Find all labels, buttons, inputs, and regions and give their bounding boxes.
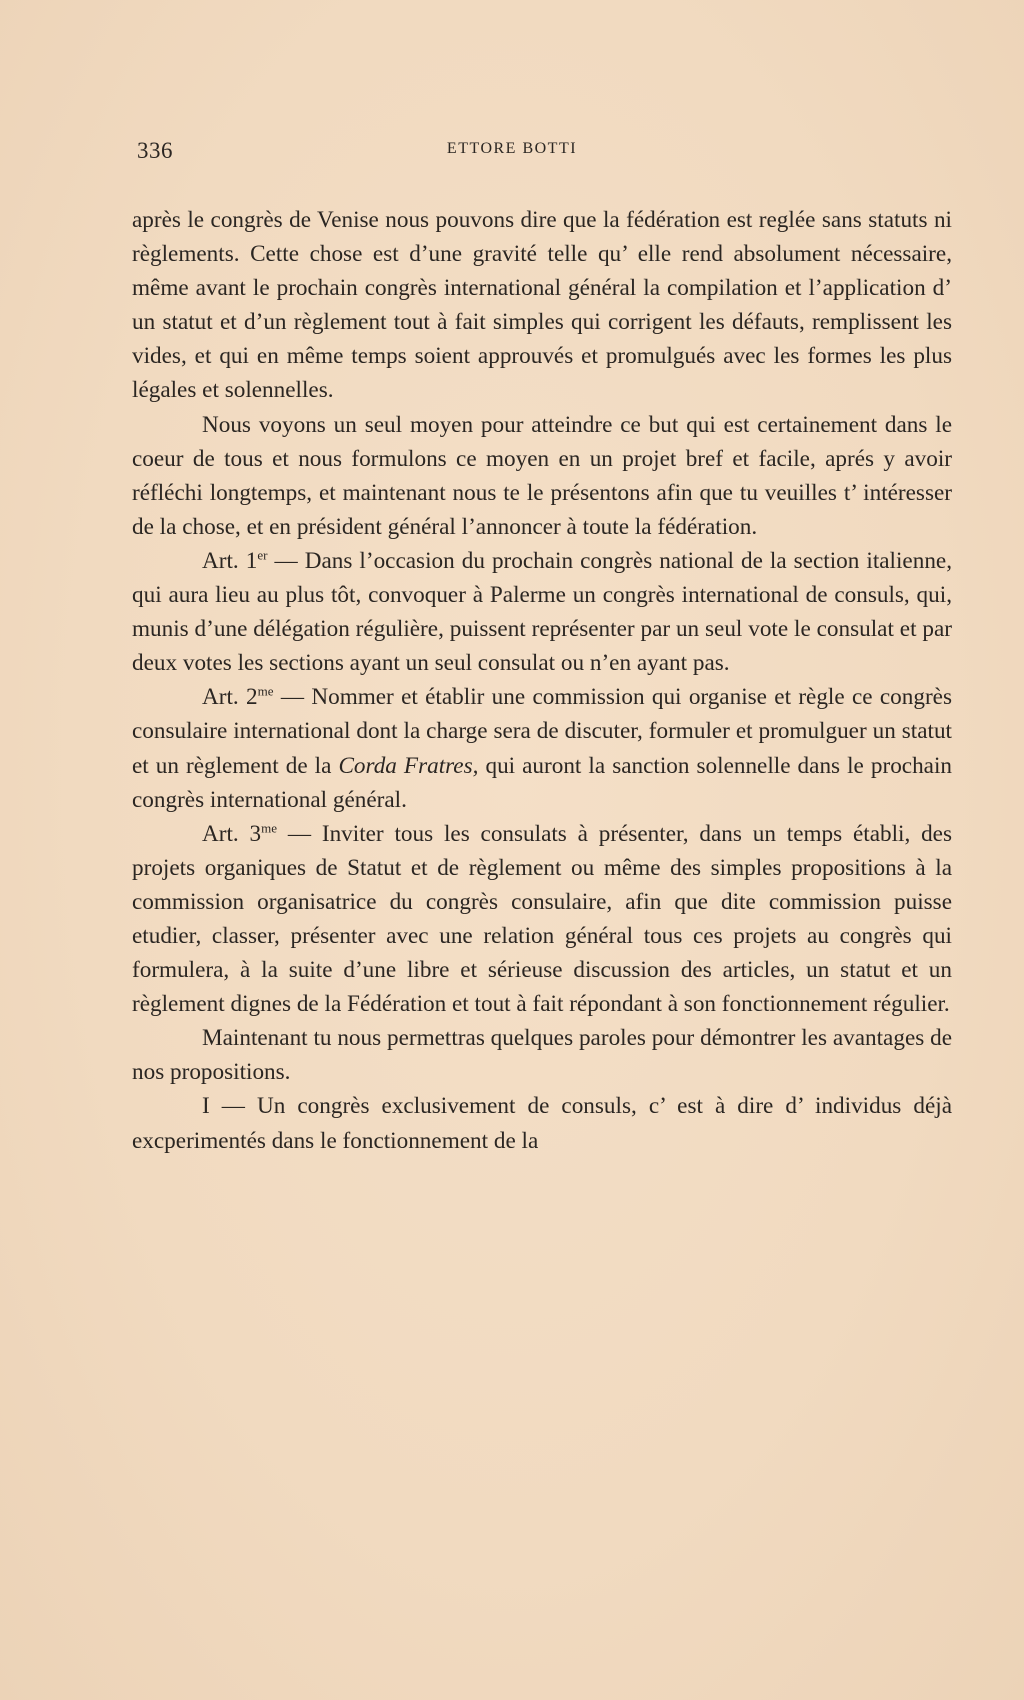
page-number: 336 (137, 138, 173, 163)
article-2 (132, 680, 952, 816)
paragraph-1: après le congrès de Venise nous pouvons dire que la fédération est reglée sans statuts ni règlements. Cette chose est d’une gravité telle qu’ elle rend absolument nécessaire, même avant le prochain congrès international général la compilation et l’application d’ un statut et d’un règlement tout à fait simples qui corrigent les défauts, remplissent les vides, et qui en même temps soient approuvés et promulgués avec les formes les plus légales et solennelles. (132, 207, 952, 404)
article-1 (132, 544, 952, 680)
article-3-text: — Inviter tous les consulats à présenter, dans un temps établi, des projets organiques de Statut et de règlement ou même des simples propositions à la commission organisatrice du congrès consulaire, afin que dite commission puisse etudier, classer, présenter avec une relation général tous ces projets au congrès qui formulera, à la suite d’une libre et sérieuse discussion des articles, un statut et un règlement dignes de la Fédération et tout à fait répondant à son fonctionnement régulier. (132, 820, 952, 1018)
article-2-italic-name: Corda Fratres, (338, 752, 479, 779)
paragraph-2: Nous voyons un seul moyen pour atteindre ce but qui est certainement dans le coeur de tous et nous formulons ce moyen en un projet bref et facile, aprés y avoir réfléchi longtemps, et maintenant nous te le présentons afin que tu veuilles t’ intéresser de la chose, et en président général l’annoncer à toute la fédération. (132, 411, 952, 540)
article-1-text: — Dans l’occasion du prochain congrès national de la section italienne, qui aura lieu au plus tôt, convoquer à Palerme un congrès international de consuls, qui, munis d’une délégation régulière, puissent représenter par un seul vote le consulat et par deux votes les sections ayant un seul consulat ou n’en ayant pas. (132, 547, 953, 677)
running-head: ETTORE BOTTI (446, 140, 578, 157)
article-2-text-after: qui auront la sanction solennelle dans le prochain congrès international général. (132, 752, 952, 813)
article-3 (132, 817, 952, 1022)
article-1-label: Art. 1 (202, 547, 258, 574)
paragraph-7: I — Un congrès exclusivement de consuls, c’ est à dire d’ individus déjà excperimentés dans le fonctionnement de la (132, 1093, 952, 1154)
article-2-ordinal: me (257, 683, 274, 699)
paragraph-6: Maintenant tu nous permettras quelques paroles pour démontrer les avantages de nos propositions. (132, 1025, 952, 1086)
article-3-label: Art. 3 (202, 820, 262, 847)
article-2-text-before: — Nommer et établir une commission qui organise et règle ce congrès consulaire international dont la charge sera de discuter, formuler et promulguer un statut et un règlement de la (132, 684, 952, 779)
article-3-ordinal: me (261, 819, 278, 835)
page-header (0, 138, 1024, 168)
body-text (132, 203, 952, 1158)
article-1-ordinal: er (257, 547, 268, 563)
article-2-label: Art. 2 (202, 684, 258, 711)
